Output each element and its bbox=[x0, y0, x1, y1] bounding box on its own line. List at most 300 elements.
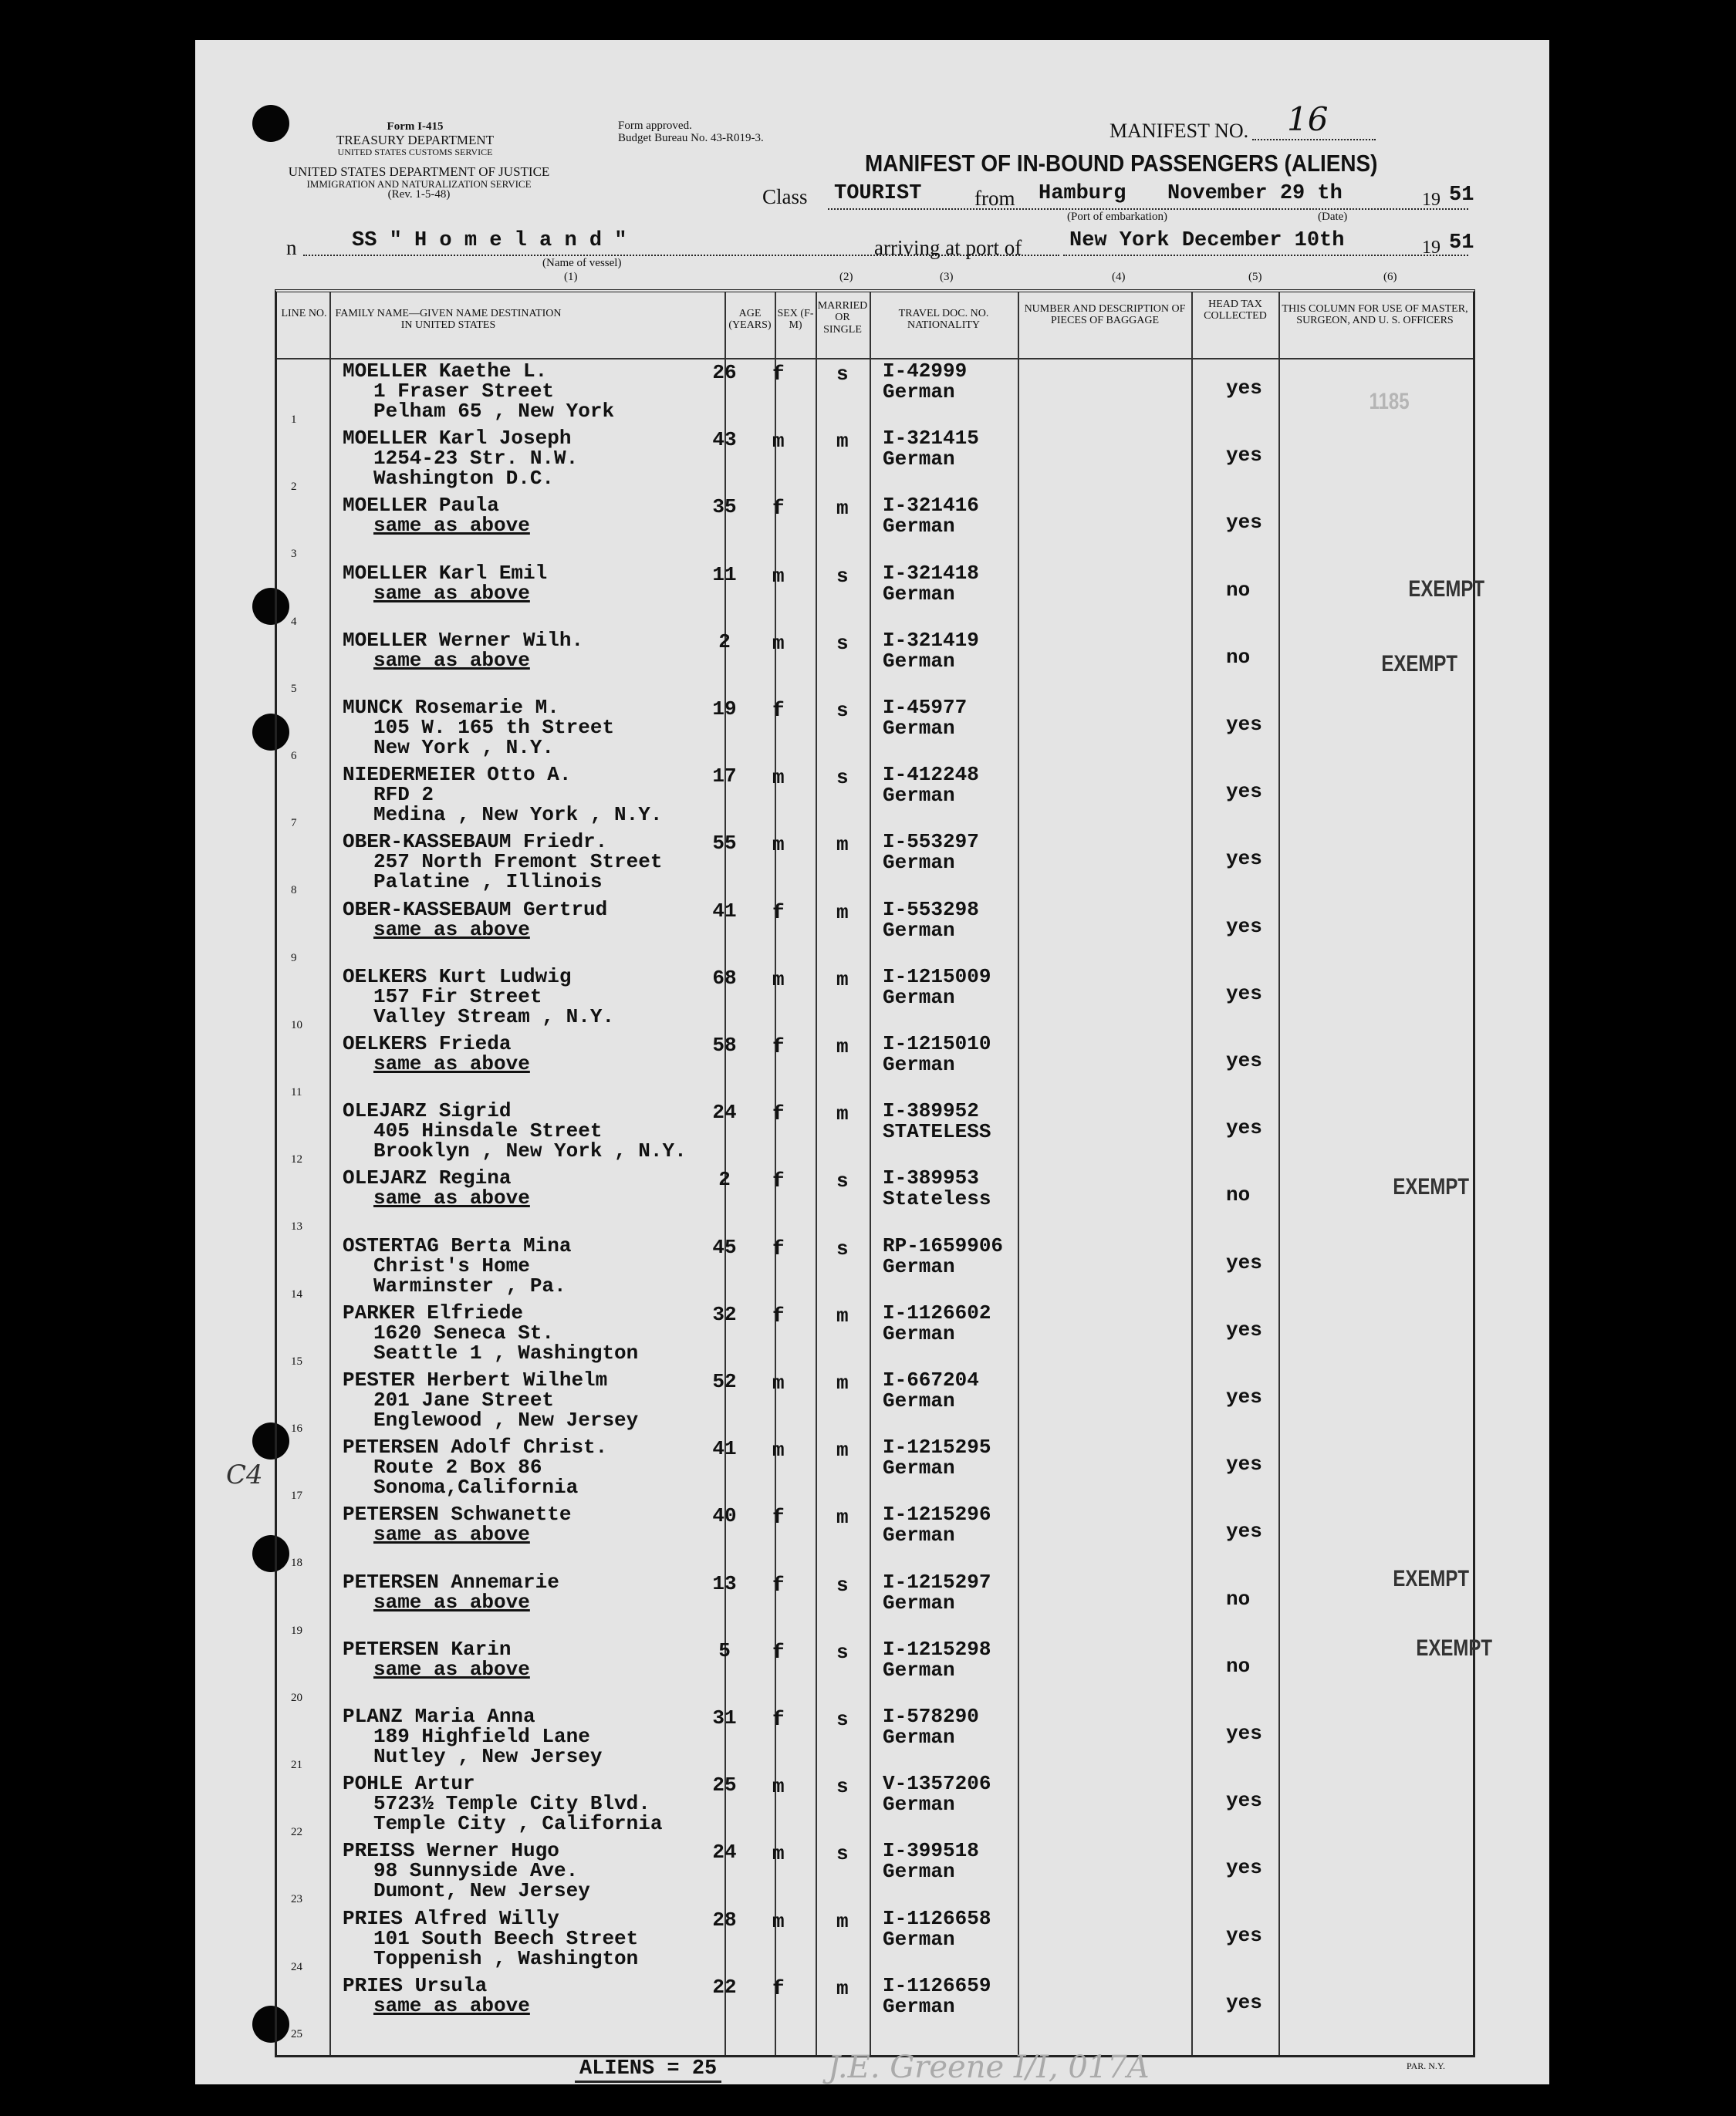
line-number: 8 bbox=[291, 884, 297, 897]
address-line-1: Christ's Home bbox=[373, 1254, 530, 1277]
line-number: 18 bbox=[291, 1557, 302, 1570]
travel-doc-number: V-1357206 bbox=[883, 1772, 991, 1796]
passenger-entry bbox=[343, 832, 662, 892]
nationality: German bbox=[883, 649, 955, 673]
sex: f bbox=[772, 497, 785, 521]
age: 68 bbox=[712, 966, 737, 990]
col-num-1: (1) bbox=[564, 271, 578, 283]
passenger-name: OLEJARZ Sigrid bbox=[343, 1099, 512, 1123]
passenger-name: OELKERS Kurt Ludwig bbox=[343, 964, 572, 988]
passenger-name: PRIES Ursula bbox=[343, 1973, 488, 1997]
table-row bbox=[277, 1368, 1473, 1436]
marital-status: m bbox=[836, 430, 849, 454]
table-row bbox=[277, 1907, 1473, 1975]
col-age: AGE (YEARS) bbox=[728, 308, 772, 332]
sex: m bbox=[772, 766, 785, 790]
head-tax: no bbox=[1226, 1654, 1251, 1678]
passenger-entry bbox=[343, 899, 607, 940]
nationality: German bbox=[883, 918, 955, 942]
travel-doc bbox=[883, 630, 979, 672]
travel-doc bbox=[883, 1370, 979, 1412]
head-tax: yes bbox=[1226, 713, 1262, 736]
travel-doc bbox=[883, 1034, 991, 1075]
head-tax: yes bbox=[1226, 1923, 1262, 1947]
passenger-name: OBER-KASSEBAUM Friedr. bbox=[343, 830, 608, 854]
vessel-caption: (Name of vessel) bbox=[542, 257, 622, 269]
passenger-entry bbox=[343, 494, 530, 538]
date-caption: (Date) bbox=[1318, 211, 1348, 223]
marital-status: s bbox=[836, 1169, 849, 1193]
address-line-2: Toppenish , Washington bbox=[373, 1946, 639, 1970]
passenger-name: MOELLER Kaethe L. bbox=[343, 359, 548, 383]
sex: f bbox=[772, 1976, 785, 2000]
sex: f bbox=[772, 1169, 785, 1193]
table-row bbox=[277, 629, 1473, 697]
head-tax: yes bbox=[1226, 1722, 1262, 1745]
travel-doc-number: I-1215298 bbox=[883, 1637, 991, 1661]
table-row bbox=[277, 1503, 1473, 1571]
head-tax: yes bbox=[1226, 444, 1262, 467]
nationality: German bbox=[883, 717, 955, 740]
address-line-1: 1254-23 Str. N.W. bbox=[373, 447, 579, 471]
travel-doc bbox=[883, 563, 979, 605]
line-number: 16 bbox=[291, 1422, 302, 1435]
head-tax: yes bbox=[1226, 1385, 1262, 1409]
line-number: 13 bbox=[291, 1220, 302, 1233]
travel-doc-number: I-1215296 bbox=[883, 1503, 991, 1527]
line-number: 10 bbox=[291, 1018, 302, 1031]
col-line-no: LINE NO. bbox=[281, 308, 327, 319]
passenger-name: OELKERS Frieda bbox=[343, 1032, 512, 1055]
age: 58 bbox=[712, 1034, 737, 1057]
nationality: German bbox=[883, 985, 955, 1009]
passenger-name: PETERSEN Schwanette bbox=[343, 1503, 572, 1527]
sex: m bbox=[772, 1439, 785, 1463]
age: 41 bbox=[712, 1437, 737, 1461]
travel-doc-number: I-578290 bbox=[883, 1705, 979, 1728]
line-number: 14 bbox=[291, 1287, 302, 1301]
nationality: German bbox=[883, 1793, 955, 1817]
table-row bbox=[277, 696, 1473, 764]
travel-doc-number: I-42999 bbox=[883, 359, 968, 383]
aliens-total: ALIENS = 25 bbox=[575, 2055, 721, 2083]
passenger-name: OBER-KASSEBAUM Gertrud bbox=[343, 897, 608, 921]
sex: m bbox=[772, 430, 785, 454]
line-number: 4 bbox=[291, 615, 297, 628]
from-label: from bbox=[974, 187, 1015, 210]
age: 24 bbox=[712, 1841, 737, 1865]
age: 2 bbox=[718, 1168, 731, 1192]
marital-status: m bbox=[836, 1909, 849, 1933]
address-line-2: Temple City , California bbox=[373, 1812, 663, 1836]
marital-status: m bbox=[836, 833, 849, 857]
justice-info bbox=[272, 165, 566, 201]
arrival-port-date: New York December 10th bbox=[1069, 229, 1345, 252]
age: 19 bbox=[712, 697, 737, 721]
address-line-2: Washington D.C. bbox=[373, 467, 555, 491]
passenger-entry bbox=[343, 1706, 602, 1767]
table-row bbox=[277, 898, 1473, 966]
travel-doc bbox=[883, 1908, 991, 1950]
line-number: 19 bbox=[291, 1624, 302, 1637]
head-tax: yes bbox=[1226, 981, 1262, 1005]
address-line-2: Dumont, New Jersey bbox=[373, 1879, 590, 1903]
age: 11 bbox=[712, 562, 737, 586]
address-line-2: Pelham 65 , New York bbox=[373, 400, 615, 423]
arrival-year-prefix: 19 bbox=[1422, 238, 1440, 258]
age: 25 bbox=[712, 1773, 737, 1797]
travel-doc bbox=[883, 697, 967, 739]
travel-doc-number: I-321416 bbox=[883, 494, 979, 518]
marital-status: m bbox=[836, 1439, 849, 1463]
table-row bbox=[277, 1301, 1473, 1369]
travel-doc-number: I-321419 bbox=[883, 628, 979, 652]
nationality: German bbox=[883, 380, 955, 403]
passenger-name: MOELLER Karl Emil bbox=[343, 561, 548, 585]
nationality: Stateless bbox=[883, 1187, 991, 1211]
travel-doc bbox=[883, 1233, 1004, 1278]
passenger-name: NIEDERMEIER Otto A. bbox=[343, 763, 572, 787]
age: 55 bbox=[712, 832, 737, 856]
age: 52 bbox=[712, 1370, 737, 1393]
travel-doc-number: I-389953 bbox=[883, 1166, 979, 1190]
line-number: 23 bbox=[291, 1893, 302, 1906]
sex: m bbox=[772, 1842, 785, 1866]
travel-doc-number: I-1215295 bbox=[883, 1436, 991, 1460]
col-name-destination: FAMILY NAME—GIVEN NAME DESTINATION IN UNITED STATES bbox=[335, 308, 562, 332]
travel-doc bbox=[883, 899, 979, 941]
line-number: 20 bbox=[291, 1691, 302, 1704]
marital-status: s bbox=[836, 766, 849, 790]
marital-status: m bbox=[836, 1304, 849, 1328]
manifest-number-line bbox=[1252, 139, 1376, 140]
address-line-1: same as above bbox=[373, 1523, 530, 1547]
address-line-1: 257 North Fremont Street bbox=[373, 850, 663, 874]
table-row bbox=[277, 1234, 1473, 1302]
marital-status: s bbox=[836, 631, 849, 655]
travel-doc bbox=[883, 832, 979, 873]
travel-doc bbox=[883, 1303, 991, 1345]
marital-status: s bbox=[836, 1842, 849, 1866]
travel-doc bbox=[883, 1773, 991, 1815]
nationality: German bbox=[883, 1524, 955, 1547]
passenger-name: MOELLER Karl Joseph bbox=[343, 427, 572, 451]
travel-doc bbox=[883, 964, 991, 1009]
travel-doc bbox=[883, 495, 979, 537]
address-line-1: same as above bbox=[373, 1052, 530, 1075]
address-line-1: 98 Sunnyside Ave. bbox=[373, 1859, 579, 1883]
age: 31 bbox=[712, 1706, 737, 1730]
manifest-title: MANIFEST OF IN-BOUND PASSENGERS (ALIENS) bbox=[865, 150, 1378, 177]
marital-status: s bbox=[836, 1237, 849, 1260]
age: 22 bbox=[712, 1975, 737, 1999]
passenger-entry bbox=[343, 1233, 572, 1298]
head-tax: yes bbox=[1226, 1049, 1262, 1072]
sex: f bbox=[772, 1237, 785, 1260]
line-number: 5 bbox=[291, 682, 297, 695]
address-line-1: 201 Jane Street bbox=[373, 1389, 555, 1412]
address-line-1: 1620 Seneca St. bbox=[373, 1321, 555, 1345]
marital-status: m bbox=[836, 1976, 849, 2000]
head-tax: yes bbox=[1226, 914, 1262, 938]
head-tax: yes bbox=[1226, 1789, 1262, 1813]
head-tax: yes bbox=[1226, 1990, 1262, 2014]
head-tax: yes bbox=[1226, 1856, 1262, 1880]
line-number: 25 bbox=[291, 2027, 302, 2040]
sex: f bbox=[772, 1506, 785, 1530]
passenger-name: OLEJARZ Regina bbox=[343, 1166, 512, 1190]
revision: (Rev. 1-5-48) bbox=[387, 188, 451, 201]
travel-doc bbox=[883, 1841, 979, 1882]
sex: f bbox=[772, 1304, 785, 1328]
address-line-1: 5723½ Temple City Blvd. bbox=[373, 1792, 650, 1816]
table-row bbox=[277, 1436, 1473, 1503]
nationality: German bbox=[883, 1389, 955, 1412]
exempt-stamp: EXEMPT bbox=[1393, 1566, 1470, 1591]
passenger-entry bbox=[343, 964, 615, 1028]
marital-status: m bbox=[836, 900, 849, 924]
line-number: 24 bbox=[291, 1960, 302, 1973]
nationality: German bbox=[883, 582, 955, 606]
passenger-entry bbox=[343, 1908, 638, 1969]
address-line-1: same as above bbox=[373, 1590, 530, 1614]
head-tax: no bbox=[1226, 1587, 1251, 1611]
marital-status: s bbox=[836, 1640, 849, 1664]
address-line-2: Warminster , Pa. bbox=[373, 1274, 566, 1298]
passenger-entry bbox=[343, 1639, 530, 1679]
passenger-name: OSTERTAG Berta Mina bbox=[343, 1233, 572, 1257]
address-line-2: Palatine , Illinois bbox=[373, 870, 603, 894]
travel-doc bbox=[883, 428, 979, 470]
printer-mark: PAR. N.Y. bbox=[1407, 2060, 1446, 2071]
line-number: 15 bbox=[291, 1355, 302, 1368]
table-row bbox=[277, 1166, 1473, 1234]
age: 43 bbox=[712, 428, 737, 452]
age: 45 bbox=[712, 1235, 737, 1259]
marital-status: s bbox=[836, 1775, 849, 1799]
travel-doc-number: I-1215297 bbox=[883, 1570, 991, 1594]
line-number: 22 bbox=[291, 1826, 302, 1839]
age: 40 bbox=[712, 1504, 737, 1528]
marital-status: s bbox=[836, 564, 849, 588]
nationality: German bbox=[883, 1726, 955, 1749]
age: 26 bbox=[712, 361, 737, 384]
exempt-stamp: EXEMPT bbox=[1416, 1635, 1493, 1661]
passenger-entry bbox=[343, 1973, 530, 2017]
passenger-table bbox=[275, 289, 1475, 2057]
sex: f bbox=[772, 1708, 785, 1731]
travel-doc-number: I-553297 bbox=[883, 830, 979, 854]
age: 41 bbox=[712, 899, 737, 923]
travel-doc-number: I-1126659 bbox=[883, 1973, 991, 1997]
nationality: German bbox=[883, 515, 955, 538]
head-tax: no bbox=[1226, 645, 1251, 669]
exempt-stamp: EXEMPT bbox=[1381, 651, 1458, 677]
marital-status: m bbox=[836, 1102, 849, 1126]
col-baggage: NUMBER AND DESCRIPTION OF PIECES OF BAGGAGE bbox=[1024, 303, 1186, 327]
passenger-entry bbox=[343, 764, 662, 825]
form-info bbox=[334, 121, 496, 157]
address-line-2: Valley Stream , N.Y. bbox=[373, 1004, 615, 1028]
head-tax: no bbox=[1226, 578, 1251, 602]
manifest-number-label: MANIFEST NO. bbox=[1109, 120, 1249, 142]
class-line bbox=[828, 208, 1468, 210]
head-tax: yes bbox=[1226, 780, 1262, 804]
sex: m bbox=[772, 833, 785, 857]
address-line-2: Englewood , New Jersey bbox=[373, 1409, 639, 1432]
address-line-1: 405 Hinsdale Street bbox=[373, 1119, 603, 1143]
travel-doc-number: I-1126602 bbox=[883, 1301, 991, 1325]
table-row bbox=[277, 562, 1473, 629]
table-row bbox=[277, 494, 1473, 562]
nationality: German bbox=[883, 1658, 955, 1682]
passenger-entry bbox=[343, 1773, 662, 1834]
travel-doc-number: I-45977 bbox=[883, 696, 968, 719]
head-tax: yes bbox=[1226, 1250, 1262, 1274]
travel-doc-number: RP-1659906 bbox=[883, 1233, 1004, 1257]
exempt-stamp: EXEMPT bbox=[1393, 1174, 1470, 1200]
address-line-1: same as above bbox=[373, 581, 530, 605]
line-number: 9 bbox=[291, 951, 297, 964]
nationality: German bbox=[883, 1254, 955, 1278]
marital-status: m bbox=[836, 497, 849, 521]
line-number: 7 bbox=[291, 817, 297, 830]
col-head-tax: HEAD TAX COLLECTED bbox=[1204, 299, 1267, 322]
passenger-entry bbox=[343, 1303, 638, 1363]
head-tax: yes bbox=[1226, 1116, 1262, 1140]
arriving-label: arriving at port of bbox=[874, 236, 1022, 259]
table-row bbox=[277, 1974, 1473, 2041]
table-row bbox=[277, 1772, 1473, 1840]
sex: f bbox=[772, 1102, 785, 1126]
travel-doc-number: I-1126658 bbox=[883, 1906, 991, 1930]
passenger-entry bbox=[343, 630, 583, 670]
passenger-name: PLANZ Maria Anna bbox=[343, 1705, 535, 1728]
nationality: German bbox=[883, 1994, 955, 2018]
line-number: 3 bbox=[291, 548, 297, 561]
table-row bbox=[277, 427, 1473, 494]
nationality: German bbox=[883, 1927, 955, 1951]
sex: m bbox=[772, 1775, 785, 1799]
marital-status: m bbox=[836, 1035, 849, 1058]
passenger-entry bbox=[343, 563, 547, 603]
passenger-name: PARKER Elfriede bbox=[343, 1301, 524, 1325]
address-line-1: 157 Fir Street bbox=[373, 984, 542, 1008]
justice-dept: UNITED STATES DEPARTMENT OF JUSTICE bbox=[288, 164, 550, 179]
sex: f bbox=[772, 900, 785, 924]
age: 2 bbox=[718, 629, 731, 653]
margin-note: C4 bbox=[226, 1460, 263, 1490]
nationality: German bbox=[883, 851, 955, 875]
passenger-name: PRIES Alfred Willy bbox=[343, 1906, 559, 1930]
nationality: German bbox=[883, 784, 955, 808]
address-line-2: Nutley , New Jersey bbox=[373, 1745, 603, 1768]
arrival-year: 51 bbox=[1449, 231, 1474, 255]
passenger-entry bbox=[343, 427, 579, 491]
travel-doc bbox=[883, 1437, 991, 1479]
age: 28 bbox=[712, 1908, 737, 1932]
travel-doc-number: I-1215009 bbox=[883, 964, 991, 988]
budget-bureau: Budget Bureau No. 43-R019-3. bbox=[618, 131, 764, 144]
port-of-embarkation: Hamburg bbox=[1039, 182, 1126, 205]
travel-doc bbox=[883, 1639, 991, 1681]
col-officers: THIS COLUMN FOR USE OF MASTER, SURGEON, AND U. S. OFFICERS bbox=[1282, 303, 1468, 327]
passenger-name: PETERSEN Annemarie bbox=[343, 1570, 559, 1594]
manifest-sheet bbox=[195, 40, 1549, 2084]
nationality: STATELESS bbox=[883, 1120, 991, 1144]
nationality: German bbox=[883, 447, 955, 471]
age: 5 bbox=[718, 1638, 731, 1662]
head-tax: yes bbox=[1226, 847, 1262, 871]
exempt-stamp: EXEMPT bbox=[1408, 576, 1485, 602]
marital-status: m bbox=[836, 1506, 849, 1530]
nationality: German bbox=[883, 1053, 955, 1076]
address-line-1: same as above bbox=[373, 1186, 530, 1210]
marital-status: m bbox=[836, 967, 849, 991]
nationality: German bbox=[883, 1860, 955, 1884]
ins: IMMIGRATION AND NATURALIZATION SERVICE bbox=[306, 177, 532, 190]
marital-status: s bbox=[836, 363, 849, 386]
line-number: 21 bbox=[291, 1759, 302, 1771]
col-travel-doc: TRAVEL DOC. NO. NATIONALITY bbox=[898, 308, 989, 332]
line-number: 11 bbox=[291, 1086, 302, 1098]
table-row bbox=[277, 763, 1473, 831]
travel-doc-number: I-412248 bbox=[883, 763, 979, 787]
table-row bbox=[277, 965, 1473, 1033]
nationality: German bbox=[883, 1456, 955, 1480]
travel-doc bbox=[883, 1168, 991, 1210]
passenger-entry bbox=[343, 1841, 590, 1901]
sex: f bbox=[772, 363, 785, 386]
table-row bbox=[277, 1705, 1473, 1773]
customs-service: UNITED STATES CUSTOMS SERVICE bbox=[337, 146, 493, 157]
head-tax: yes bbox=[1226, 1318, 1262, 1341]
table-row bbox=[277, 1099, 1473, 1167]
col-num-2: (2) bbox=[839, 271, 853, 283]
form-number: Form I-415 bbox=[387, 120, 444, 133]
passenger-entry bbox=[343, 361, 614, 421]
embarkation-date: November 29 th bbox=[1167, 182, 1343, 205]
age: 24 bbox=[712, 1101, 737, 1125]
passenger-name: PREISS Werner Hugo bbox=[343, 1839, 559, 1863]
travel-doc bbox=[883, 1973, 991, 2018]
year-value: 51 bbox=[1449, 184, 1474, 207]
manifest-number: 16 bbox=[1287, 100, 1329, 138]
head-tax: yes bbox=[1226, 511, 1262, 535]
class-value: TOURIST bbox=[834, 182, 922, 205]
sex: m bbox=[772, 564, 785, 588]
travel-doc-number: I-321418 bbox=[883, 561, 979, 585]
travel-doc bbox=[883, 1706, 979, 1748]
col-num-4: (4) bbox=[1112, 271, 1126, 283]
age: 35 bbox=[712, 495, 737, 519]
head-tax: yes bbox=[1226, 1453, 1262, 1476]
budget-info bbox=[618, 120, 764, 145]
line-number: 1 bbox=[291, 413, 297, 426]
travel-doc bbox=[883, 1504, 991, 1546]
travel-doc bbox=[883, 361, 967, 403]
line-number: 12 bbox=[291, 1153, 302, 1166]
address-line-1: same as above bbox=[373, 514, 530, 538]
table-row bbox=[277, 830, 1473, 898]
passenger-name: PESTER Herbert Wilhelm bbox=[343, 1368, 608, 1392]
punch-hole bbox=[252, 105, 289, 142]
head-tax: no bbox=[1226, 1183, 1251, 1207]
vessel-prefix: n bbox=[286, 236, 297, 259]
col-sex: SEX (F-M) bbox=[777, 308, 814, 332]
sex: f bbox=[772, 1573, 785, 1597]
col-married: MARRIED OR SINGLE bbox=[817, 300, 868, 336]
